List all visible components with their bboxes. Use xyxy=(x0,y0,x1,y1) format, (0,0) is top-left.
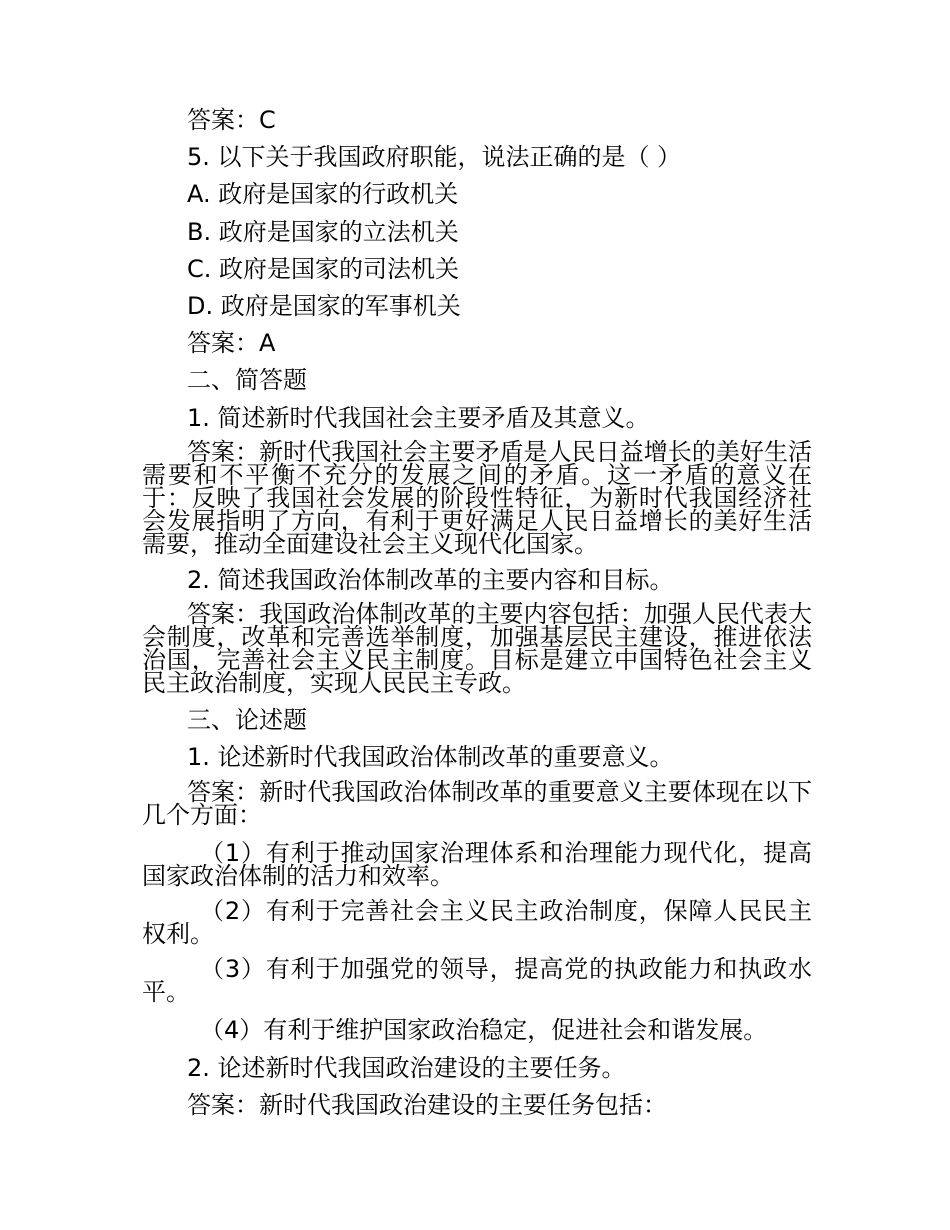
option-d: D. 政府是国家的军事机关 xyxy=(187,292,461,320)
section-essay: 三、论述题 xyxy=(187,706,307,734)
essay-answer-2: 答案：新时代我国政治建设的主要任务包括： xyxy=(187,1091,667,1119)
question-5: 5. 以下关于我国政府职能，说法正确的是（ ） xyxy=(187,143,682,171)
essay-question-2: 2. 论述新时代我国政治建设的主要任务。 xyxy=(187,1054,626,1082)
option-a: A. 政府是国家的行政机关 xyxy=(187,180,459,208)
short-question-1: 1. 简述新时代我国社会主要矛盾及其意义。 xyxy=(187,404,650,432)
essay-point-1: （1）有利于推动国家治理体系和治理能力现代化，提高国家政治体制的活力和效率。 xyxy=(142,839,812,890)
short-answer-2: 答案：我国政治体制改革的主要内容包括：加强人民代表大会制度，改革和完善选举制度，加强基层民主建设，推进依法治国，完善社会主义民主制度。目标是建立中国特色社会主义民主政治制度，实现人民民主专政。 xyxy=(142,600,812,697)
option-c: C. 政府是国家的司法机关 xyxy=(187,255,460,283)
short-question-2: 2. 简述我国政治体制改革的主要内容和目标。 xyxy=(187,566,674,594)
short-answer-1: 答案：新时代我国社会主要矛盾是人民日益增长的美好生活需要和不平衡不充分的发展之间的矛盾。这一矛盾的意义在于：反映了我国社会发展的阶段性特征，为新时代我国经济社会发展指明了方向，有利于更好满足人民日益增长的美好生活需要，推动全面建设社会主义现代化国家。 xyxy=(142,438,812,558)
answer-c: 答案：C xyxy=(187,106,276,134)
answer-a: 答案：A xyxy=(187,329,276,357)
essay-point-2: （2）有利于完善社会主义民主政治制度，保障人民民主权利。 xyxy=(142,897,812,948)
essay-point-4: （4）有利于维护国家政治稳定，促进社会和谐发展。 xyxy=(200,1016,768,1044)
section-short-answer: 二、简答题 xyxy=(187,366,307,394)
option-b: B. 政府是国家的立法机关 xyxy=(187,218,459,246)
essay-answer-1-intro: 答案：新时代我国政治体制改革的重要意义主要体现在以下几个方面： xyxy=(142,778,812,829)
essay-question-1: 1. 论述新时代我国政治体制改革的重要意义。 xyxy=(187,743,674,771)
essay-point-3: （3）有利于加强党的领导，提高党的执政能力和执政水平。 xyxy=(142,955,812,1006)
